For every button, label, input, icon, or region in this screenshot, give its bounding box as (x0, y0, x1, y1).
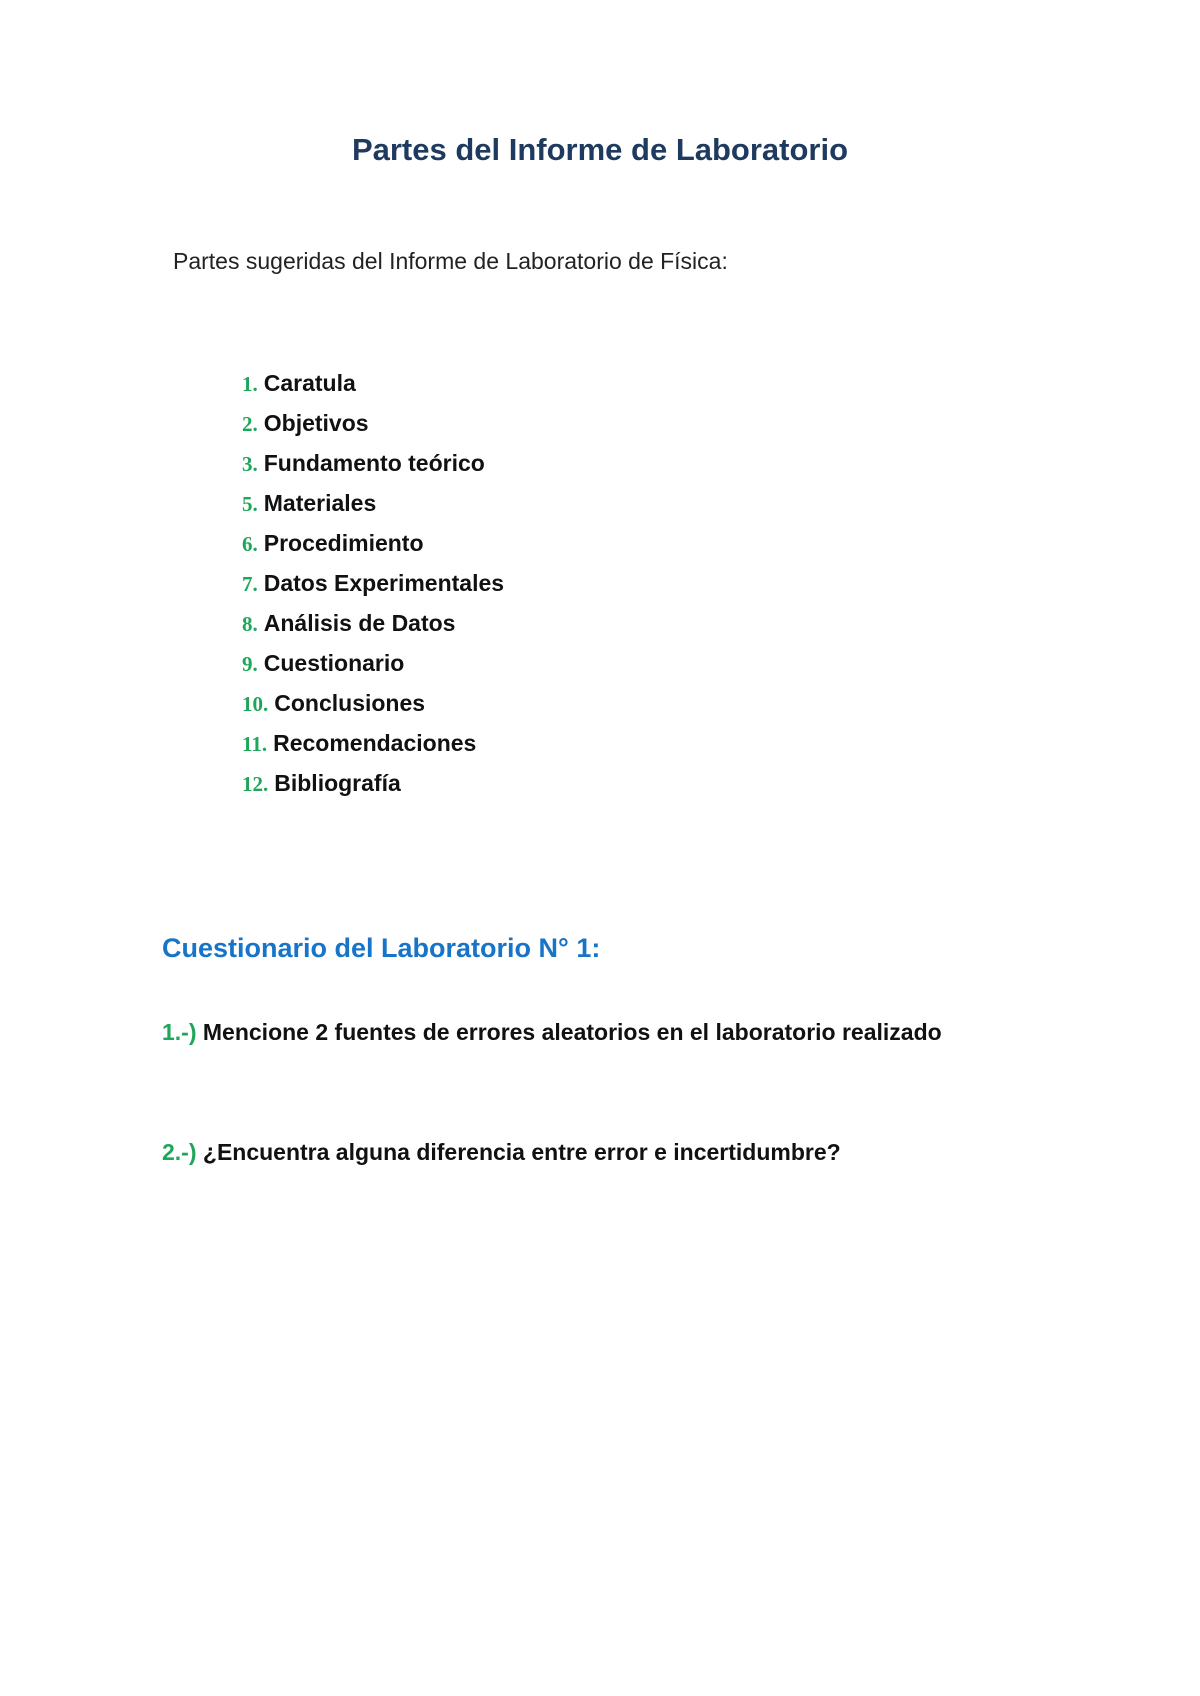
list-item-number: 11. (242, 732, 268, 756)
question-1 (162, 1017, 942, 1047)
list-item (242, 648, 504, 688)
list-item-label: Procedimiento (263, 530, 424, 556)
list-item (242, 448, 504, 488)
list-item-number: 10. (242, 692, 269, 716)
question-text: Mencione 2 fuentes de errores aleatorios en el laboratorio realizado (202, 1019, 942, 1045)
list-item (242, 568, 504, 608)
parts-list (242, 368, 504, 808)
list-item-number: 5. (242, 492, 258, 516)
list-item (242, 408, 504, 448)
list-item-label: Datos Experimentales (263, 570, 505, 596)
list-item-number: 3. (242, 452, 258, 476)
question-2 (162, 1137, 841, 1167)
list-item-number: 7. (242, 572, 258, 596)
list-item-number: 8. (242, 612, 258, 636)
list-item-label: Caratula (263, 370, 356, 396)
list-item (242, 488, 504, 528)
list-item-number: 12. (242, 772, 269, 796)
list-item (242, 368, 504, 408)
intro-text: Partes sugeridas del Informe de Laboratorio de Física: (173, 248, 728, 274)
list-item (242, 728, 504, 768)
page-title: Partes del Informe de Laboratorio (351, 132, 849, 167)
list-item (242, 688, 504, 728)
list-item (242, 768, 504, 808)
questionnaire-title: Cuestionario del Laboratorio N° 1: (162, 933, 601, 963)
list-item-number: 6. (242, 532, 258, 556)
list-item-label: Cuestionario (263, 650, 405, 676)
list-item (242, 608, 504, 648)
list-item (242, 528, 504, 568)
list-item-number: 1. (242, 372, 258, 396)
list-item-label: Recomendaciones (273, 730, 477, 756)
list-item-label: Análisis de Datos (263, 610, 456, 636)
list-item-label: Bibliografía (274, 770, 401, 796)
list-item-label: Objetivos (263, 410, 369, 436)
question-text: ¿Encuentra alguna diferencia entre error e incertidumbre? (202, 1139, 841, 1165)
question-number: 1.-) (162, 1019, 197, 1045)
list-item-label: Materiales (263, 490, 377, 516)
list-item-label: Fundamento teórico (263, 450, 485, 476)
list-item-number: 9. (242, 652, 258, 676)
list-item-number: 2. (242, 412, 258, 436)
question-number: 2.-) (162, 1139, 197, 1165)
list-item-label: Conclusiones (274, 690, 426, 716)
